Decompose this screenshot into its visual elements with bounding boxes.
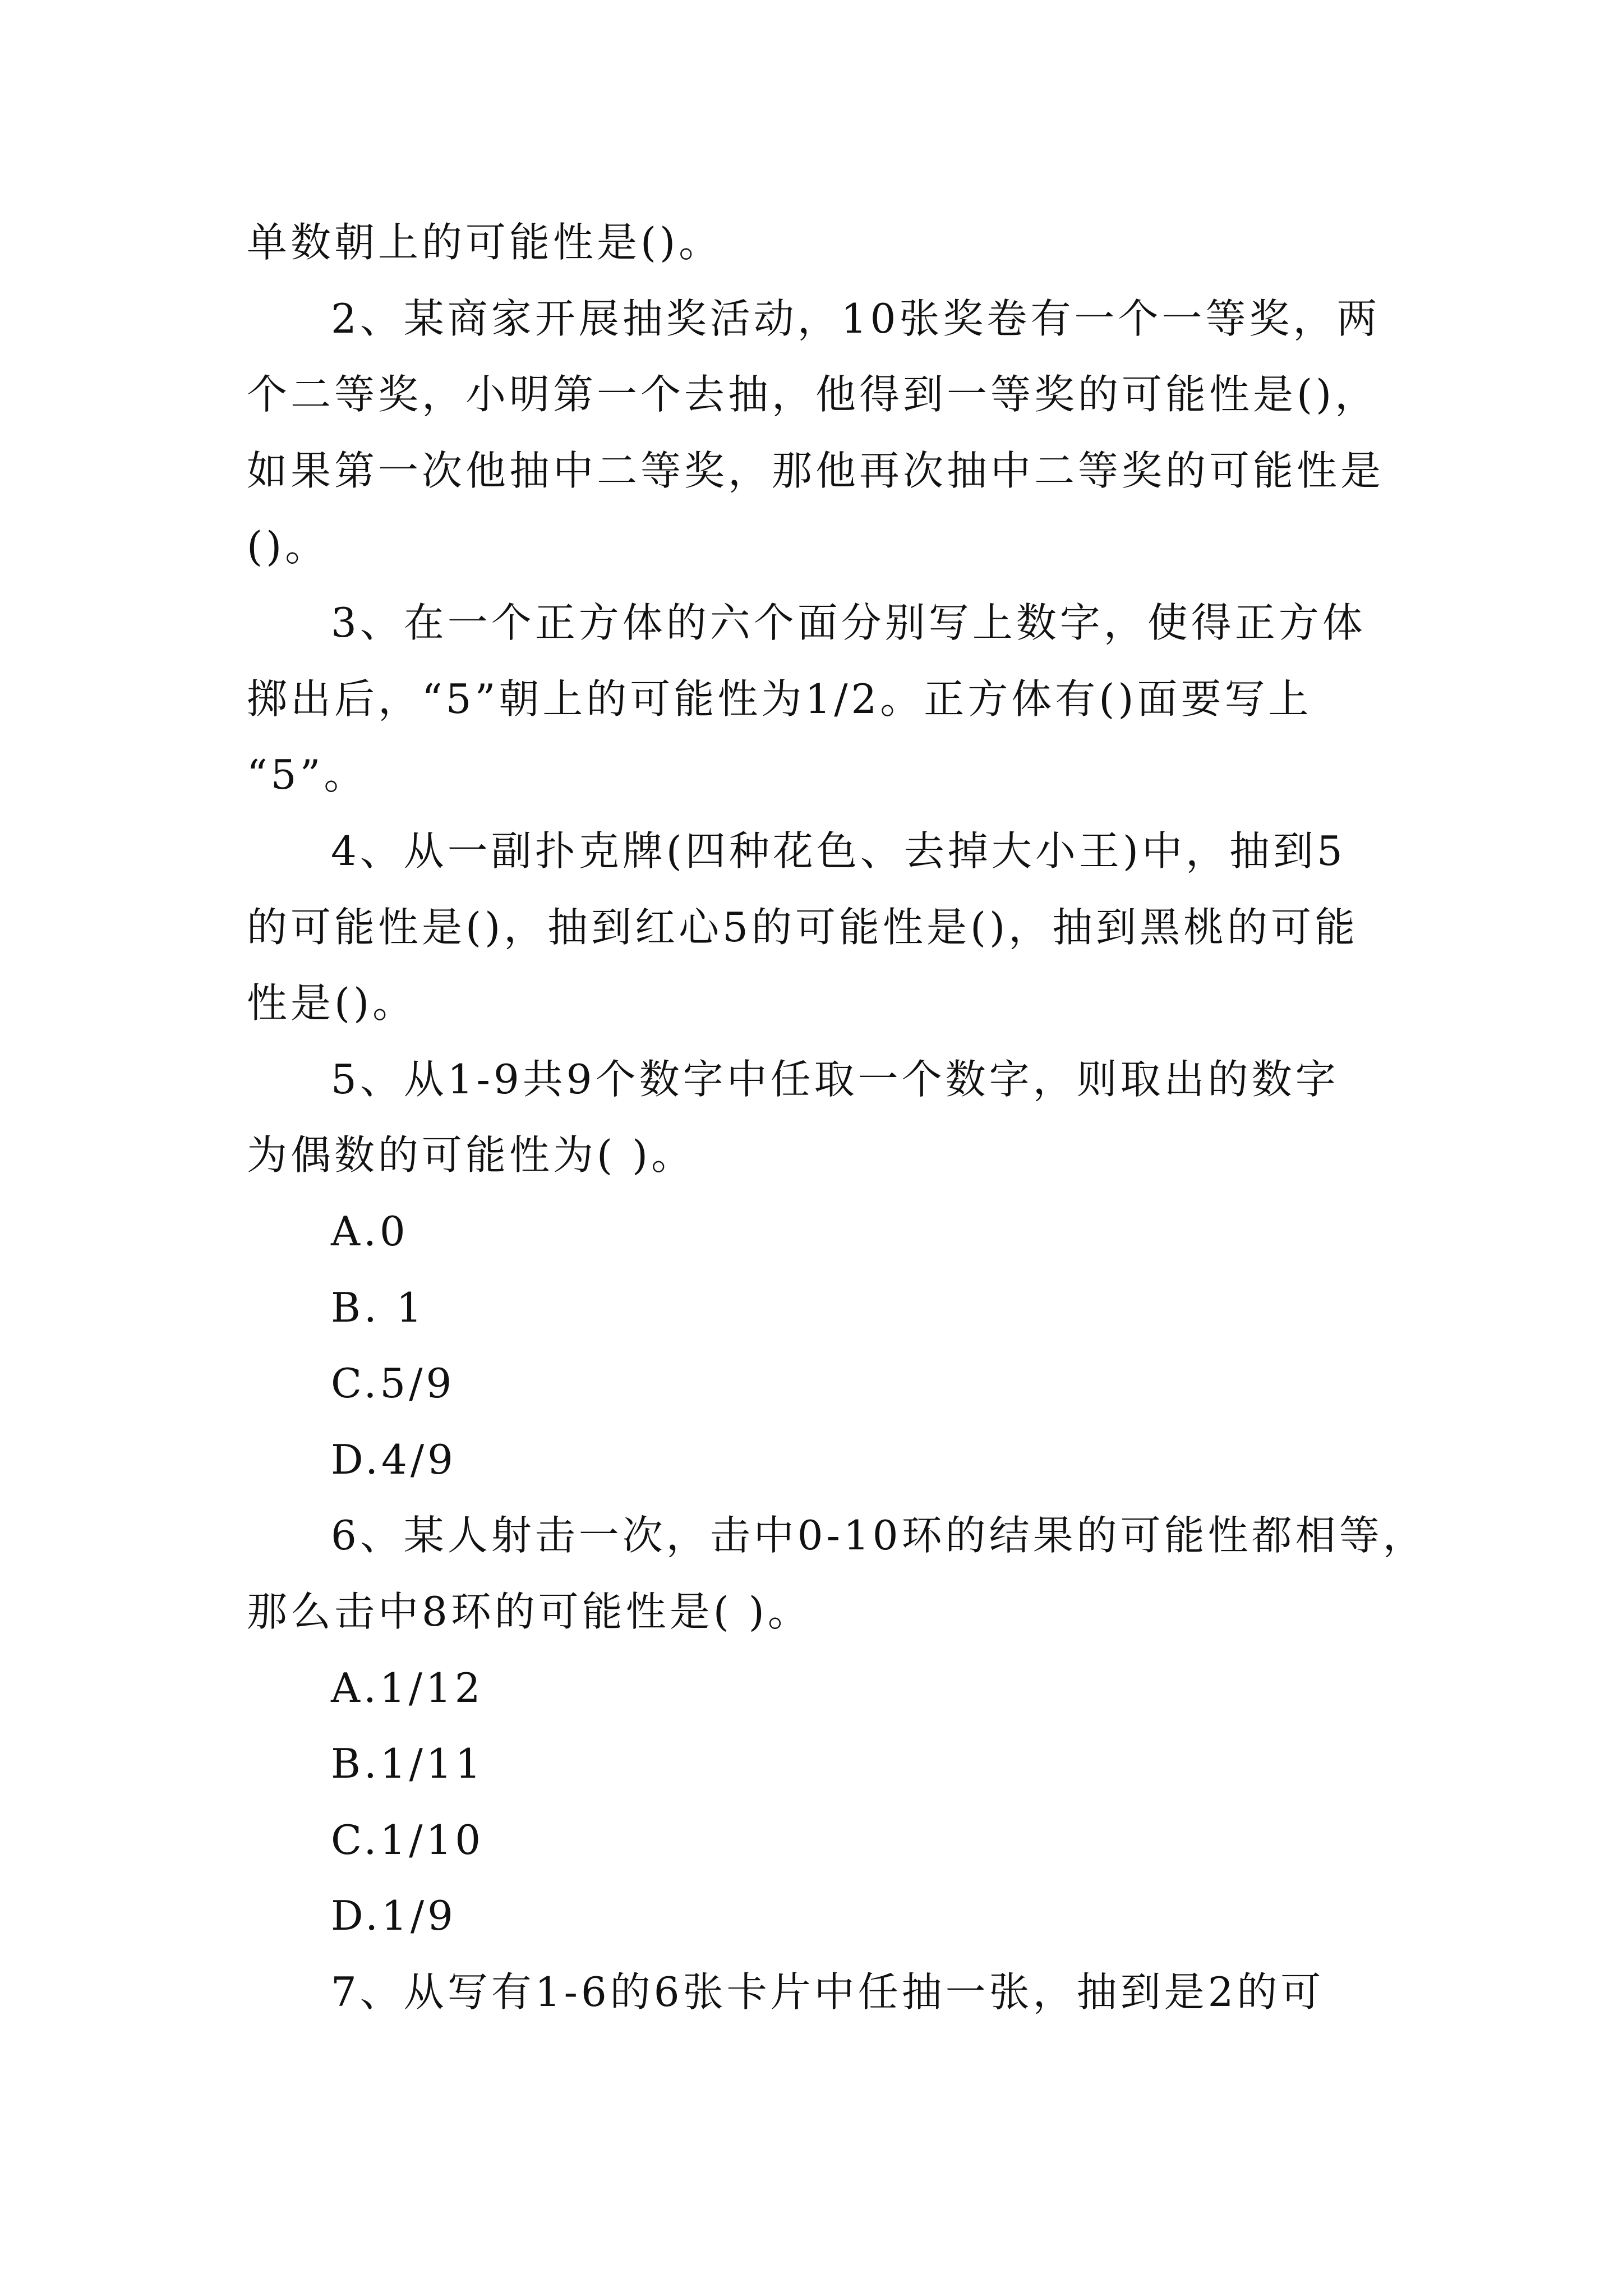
question-5-option-b: B. 1: [331, 1284, 426, 1331]
question-5-option-c: C.5/9: [331, 1360, 455, 1407]
question-4-line-3: 性是()。: [247, 979, 417, 1027]
question-4-line-1: 4、从一副扑克牌(四种花色、去掉大小王)中，抽到5: [331, 827, 1346, 875]
question-6-option-d: D.1/9: [331, 1892, 457, 1939]
question-5-option-a: A.0: [331, 1208, 409, 1255]
question-6-option-c: C.1/10: [331, 1816, 485, 1864]
question-5-option-d: D.4/9: [331, 1436, 457, 1483]
question-5-line-2: 为偶数的可能性为( )。: [247, 1131, 695, 1179]
question-3-line-1: 3、在一个正方体的六个面分别写上数字，使得正方体: [331, 599, 1366, 646]
question-2-line-3: 如果第一次他抽中二等奖，那他再次抽中二等奖的可能性是: [247, 447, 1385, 494]
question-7-line-1: 7、从写有1-6的6张卡片中任抽一张，抽到是2的可: [331, 1968, 1325, 2016]
question-6-option-a: A.1/12: [331, 1664, 484, 1711]
question-3-line-3: “5”。: [247, 751, 368, 798]
question-6-line-1: 6、某人射击一次，击中0-10环的结果的可能性都相等，: [331, 1512, 1427, 1559]
question-6-line-2: 那么击中8环的可能性是( )。: [247, 1588, 811, 1635]
question-2-line-1: 2、某商家开展抽奖活动，10张奖卷有一个一等奖，两: [331, 295, 1381, 342]
text-line: 单数朝上的可能性是()。: [247, 219, 723, 266]
question-3-line-2: 掷出后，“5”朝上的可能性为1/2。正方体有()面要写上: [247, 675, 1312, 723]
question-2-line-2: 个二等奖，小明第一个去抽，他得到一等奖的可能性是()，: [247, 371, 1379, 418]
question-6-option-b: B.1/11: [331, 1740, 485, 1787]
question-2-line-4: ()。: [247, 523, 329, 570]
question-5-line-1: 5、从1-9共9个数字中任取一个数字，则取出的数字: [331, 1056, 1339, 1103]
question-4-line-2: 的可能性是()，抽到红心5的可能性是()，抽到黑桃的可能: [247, 904, 1359, 951]
